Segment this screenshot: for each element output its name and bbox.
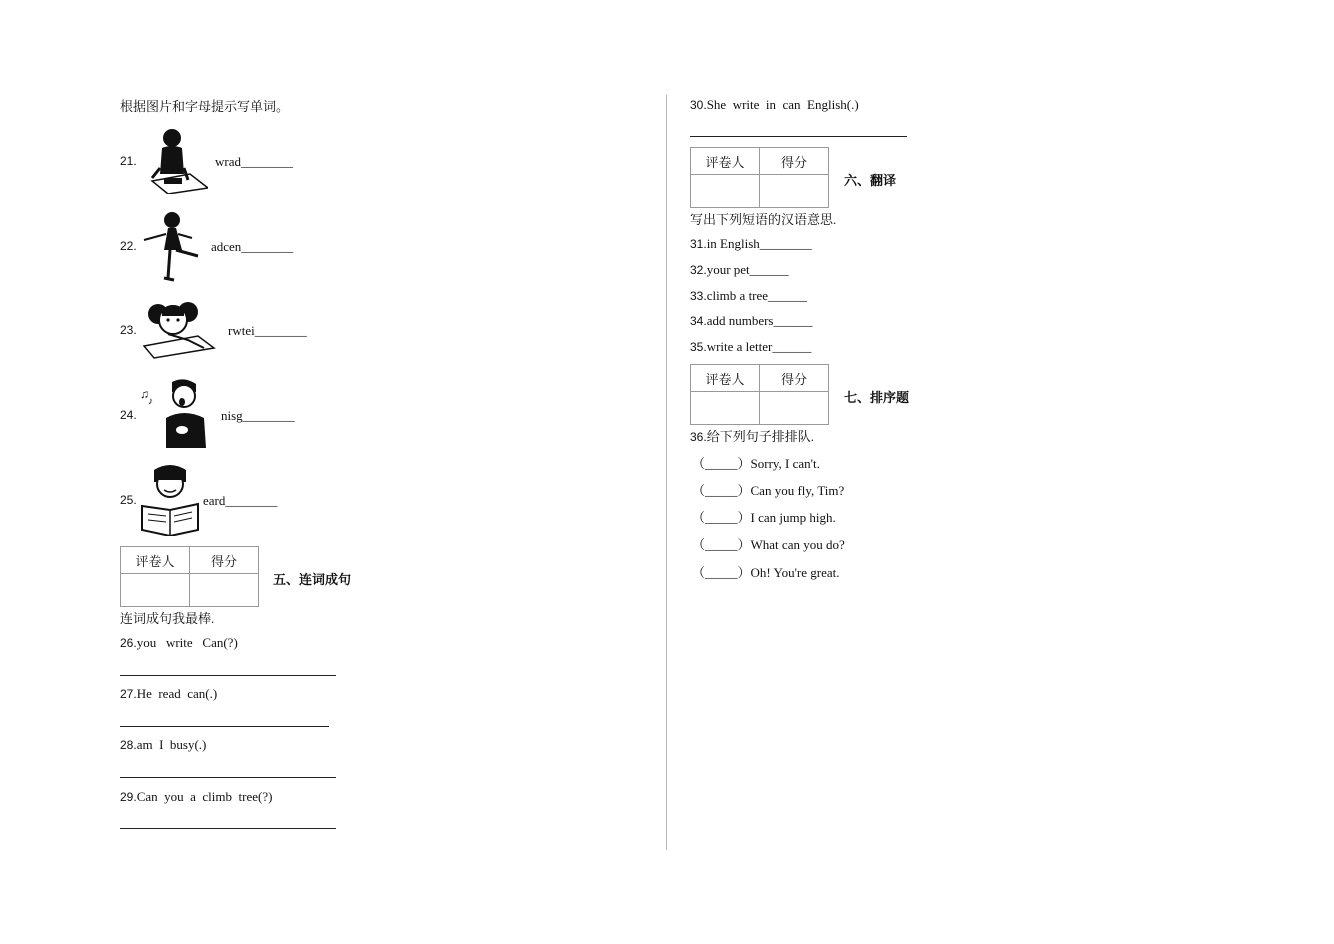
order-item [692,507,836,526]
section5-instruction: 连词成句我最棒. [120,611,215,626]
singing-boy-picture [138,378,210,450]
score-cell[interactable] [760,392,829,425]
q24-hint: nisg________ [221,408,295,423]
q25-hint: eard________ [203,493,278,508]
order-item [692,453,820,472]
order-item [692,480,844,499]
q26-words: you write Can(?) [136,635,238,650]
score-label: 得分 [190,547,259,574]
order-sentence: Can you fly, Tim? [750,483,845,498]
sentence-item [690,97,859,113]
grader-label: 评卷人 [121,547,190,574]
q27-words: He read can(.) [136,686,218,701]
q26-number: 26. [120,636,137,650]
order-item [692,562,840,581]
q36-instruction: 给下列句子排排队. [706,429,814,444]
q27-number: 27. [120,687,137,701]
order-sentence: Sorry, I can't. [750,456,820,471]
sentence-item [120,789,272,805]
reading-boy-picture [140,462,200,536]
q35-phrase: write a letter______ [706,339,812,354]
order-sentence: What can you do? [750,537,845,552]
q25-number: 25. [120,493,137,507]
score-cell[interactable] [760,175,829,208]
order-blank[interactable]: （_____） [692,565,751,580]
sentence-item [120,686,217,702]
grader-table-section7 [690,364,829,425]
instruction-picture-words: 根据图片和字母提示写单词。 [120,99,290,114]
q33-number: 33. [690,289,707,303]
order-blank[interactable]: （_____） [692,483,751,498]
q35-number: 35. [690,340,707,354]
q22-hint: adcen________ [211,239,294,254]
q21-hint: wrad________ [215,154,293,169]
order-blank[interactable]: （_____） [692,537,751,552]
q26-answer-line[interactable] [120,675,336,676]
q28-number: 28. [120,738,137,752]
q24-number: 24. [120,408,137,422]
q30-words: She write in can English(.) [706,97,859,112]
q27-answer-line[interactable] [120,726,329,727]
q32-phrase: your pet______ [706,262,789,277]
grader-table-section5 [120,546,259,607]
phrase-item [690,262,789,278]
score-label: 得分 [760,148,829,175]
order-sentence: Oh! You're great. [750,565,840,580]
q22-number: 22. [120,239,137,253]
sentence-item [120,737,206,753]
dancing-girl-picture [140,210,206,282]
svg-text:♪: ♪ [148,396,153,407]
q36-heading [690,426,814,445]
section7-title: 七、排序题 [844,391,910,406]
phrase-item [690,339,811,355]
order-item [692,534,845,553]
order-sentence: I can jump high. [750,510,836,525]
score-label: 得分 [760,365,829,392]
sentence-item [120,635,238,651]
q28-words: am I busy(.) [136,737,207,752]
writing-girl-picture [138,296,218,360]
q28-answer-line[interactable] [120,777,336,778]
q21-number: 21. [120,154,137,168]
grader-label: 评卷人 [691,365,760,392]
grader-cell[interactable] [691,175,760,208]
q30-answer-line[interactable] [690,136,907,137]
q23-hint: rwtei________ [228,323,307,338]
q29-answer-line[interactable] [120,828,336,829]
q31-number: 31. [690,237,707,251]
column-divider [666,95,667,850]
order-blank[interactable]: （_____） [692,510,751,525]
score-cell[interactable] [190,574,259,607]
q29-number: 29. [120,790,137,804]
section6-title: 六、翻译 [844,174,897,189]
grader-table-section6 [690,147,829,208]
order-blank[interactable]: （_____） [692,456,751,471]
phrase-item [690,288,807,304]
q33-phrase: climb a tree______ [706,288,808,303]
q32-number: 32. [690,263,707,277]
phrase-item [690,236,812,252]
section5-title: 五、连词成句 [273,573,352,588]
section6-instruction: 写出下列短语的汉语意思. [690,212,837,227]
q23-number: 23. [120,323,137,337]
q30-number: 30. [690,98,707,112]
grader-label: 评卷人 [691,148,760,175]
q34-number: 34. [690,314,707,328]
q31-phrase: in English________ [706,236,812,251]
grader-cell[interactable] [121,574,190,607]
q36-number: 36. [690,430,707,444]
grader-cell[interactable] [691,392,760,425]
svg-text:♫: ♫ [140,387,149,401]
q34-phrase: add numbers______ [706,313,813,328]
phrase-item [690,313,812,329]
q29-words: Can you a climb tree(?) [136,789,273,804]
drawing-child-picture [142,126,208,194]
